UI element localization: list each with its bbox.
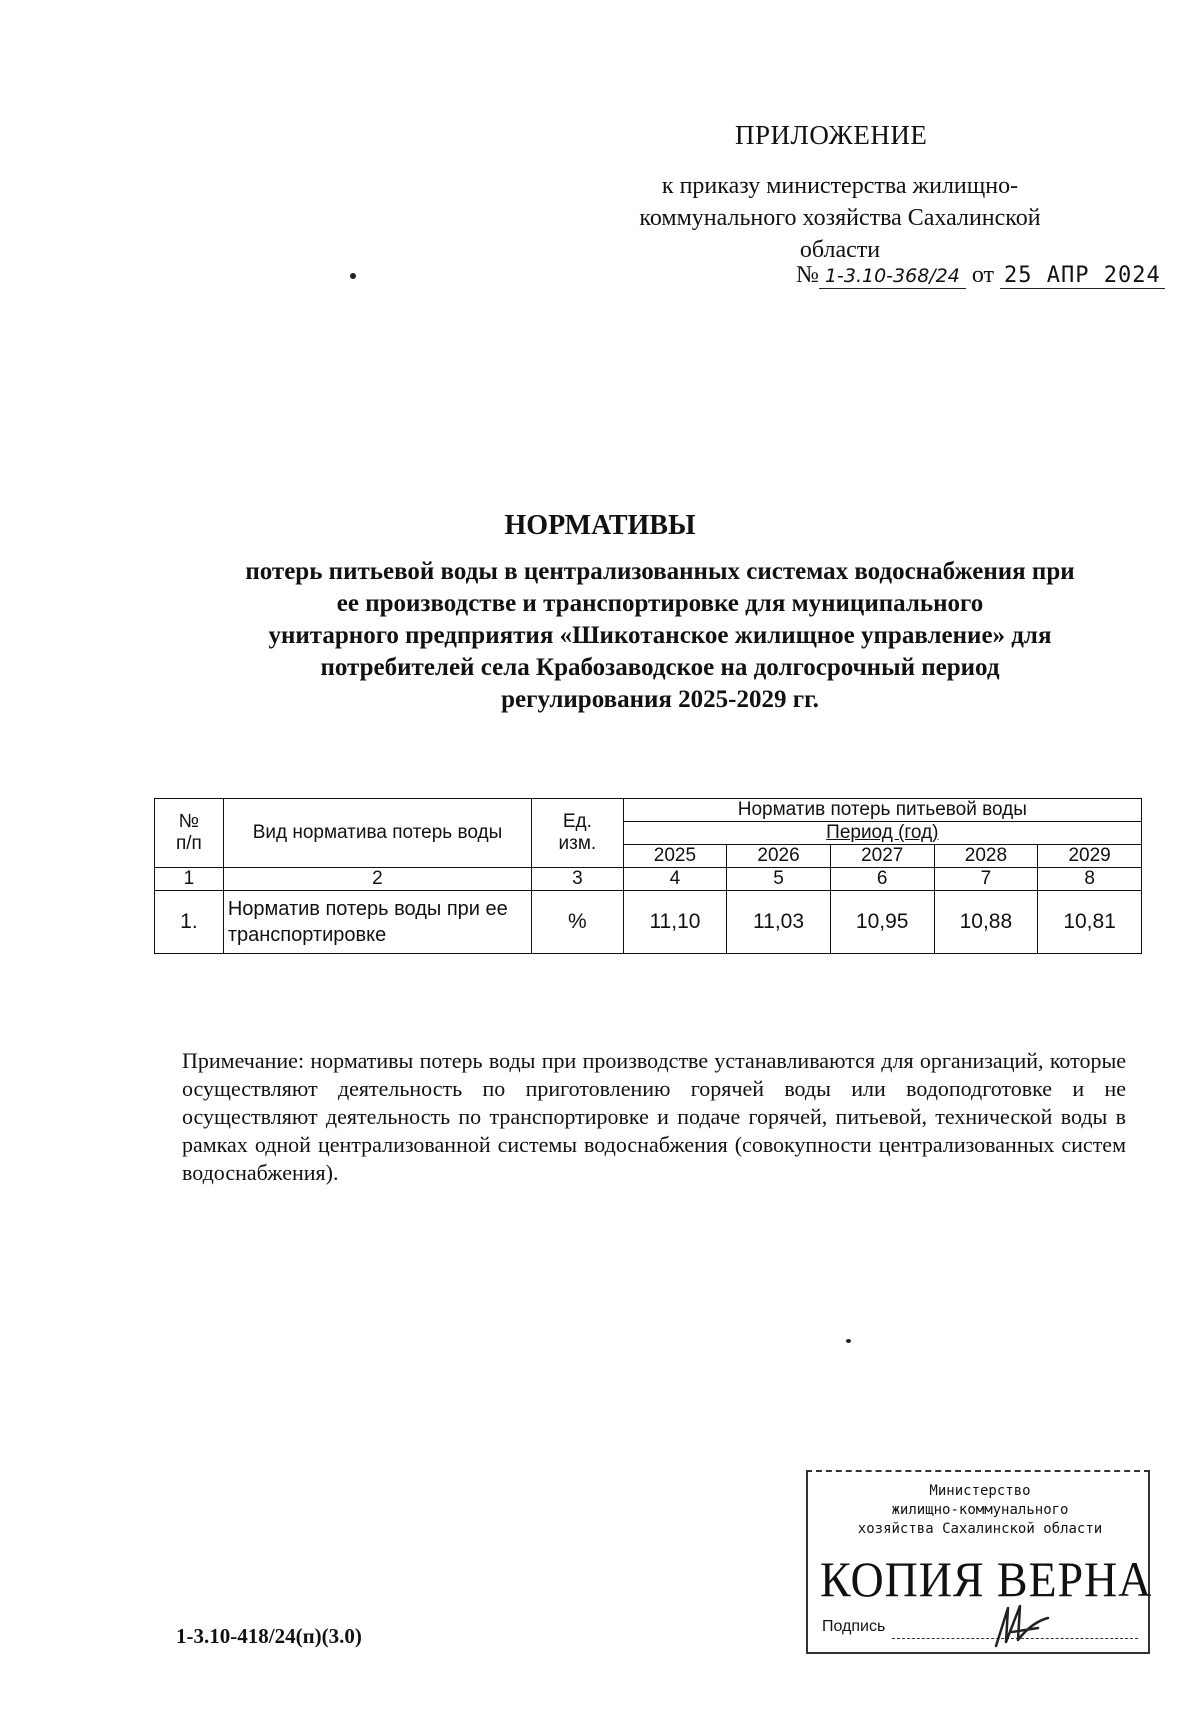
date-prefix: от <box>971 262 995 288</box>
stamp-sign-label: Подпись <box>822 1618 886 1635</box>
header-num: № п/п <box>155 799 224 868</box>
order-number: 1-3.10-368/24 <box>819 264 966 289</box>
column-number: 8 <box>1038 868 1142 891</box>
order-date: 25 АПР 2024 <box>1000 264 1165 289</box>
order-ref-line: области <box>799 237 881 263</box>
subtitle-line: унитарного предприятия «Шикотанское жилищное управление» для <box>268 622 1052 649</box>
header-year: 2027 <box>830 845 934 868</box>
row-value: 10,88 <box>934 891 1038 954</box>
header-year: 2025 <box>623 845 727 868</box>
column-number: 5 <box>727 868 831 891</box>
column-number: 4 <box>623 868 727 891</box>
document-subtitle <box>180 556 1140 716</box>
row-value: 11,10 <box>623 891 727 954</box>
stamp-org-line: хозяйства Сахалинской области <box>857 1521 1103 1537</box>
subtitle-line: потерь питьевой воды в централизованных системах водоснабжения при <box>245 558 1075 585</box>
copy-stamp <box>806 1470 1153 1654</box>
subtitle-line: регулирования 2025-2029 гг. <box>501 686 819 713</box>
header-year: 2029 <box>1038 845 1142 868</box>
signature-icon <box>988 1602 1058 1652</box>
scan-speck <box>846 1339 851 1343</box>
number-prefix: № <box>796 262 819 288</box>
stamp-organization <box>818 1482 1142 1539</box>
header-period-label: Период (год) <box>826 822 939 843</box>
header-year: 2026 <box>727 845 831 868</box>
norms-table <box>154 798 1142 954</box>
order-ref-line: к приказу министерства жилищно- <box>661 173 1019 199</box>
document-title: НОРМАТИВЫ <box>504 510 696 541</box>
header-year: 2028 <box>934 845 1038 868</box>
row-value: 10,81 <box>1038 891 1142 954</box>
table-row <box>155 891 1142 954</box>
order-ref-line: коммунального хозяйства Сахалинской <box>639 205 1041 231</box>
scan-speck <box>350 273 356 279</box>
note-paragraph: Примечание: нормативы потерь воды при производстве устанавливаются для организаций, которые осуществляют деятельность по приготовлению горячей воды или водоподготовке и не осуществляют деятельность по транспортировке и подаче горячей, питьевой, технической воды в рамках одной централизованной системы водоснабжения (совокупности централизованных систем водоснабжения). <box>182 1048 1126 1185</box>
order-reference <box>595 170 1085 266</box>
order-number-line <box>796 262 1165 289</box>
stamp-org-line: жилищно-коммунального <box>891 1502 1069 1518</box>
header-unit: Ед. изм. <box>532 799 624 868</box>
column-number: 3 <box>532 868 624 891</box>
footer-code: 1-3.10-418/24(п)(3.0) <box>176 1624 362 1648</box>
column-number-row <box>155 868 1142 891</box>
row-num: 1. <box>155 891 224 954</box>
header-period <box>623 822 1141 845</box>
column-number: 2 <box>223 868 531 891</box>
header-type: Вид норматива потерь воды <box>223 799 531 868</box>
subtitle-line: ее производстве и транспортировке для муниципального <box>336 590 984 617</box>
stamp-main-text: КОПИЯ ВЕРНА <box>820 1551 1153 1607</box>
row-value: 10,95 <box>830 891 934 954</box>
stamp-org-line: Министерство <box>929 1483 1031 1499</box>
header-group: Норматив потерь питьевой воды <box>623 799 1141 822</box>
row-unit: % <box>532 891 624 954</box>
subtitle-line: потребителей села Крабозаводское на долгосрочный период <box>320 654 1000 681</box>
row-type: Норматив потерь воды при ее транспортировке <box>223 891 531 954</box>
row-value: 11,03 <box>727 891 831 954</box>
column-number: 6 <box>830 868 934 891</box>
appendix-title: ПРИЛОЖЕНИЕ <box>735 120 928 150</box>
column-number: 7 <box>934 868 1038 891</box>
column-number: 1 <box>155 868 224 891</box>
